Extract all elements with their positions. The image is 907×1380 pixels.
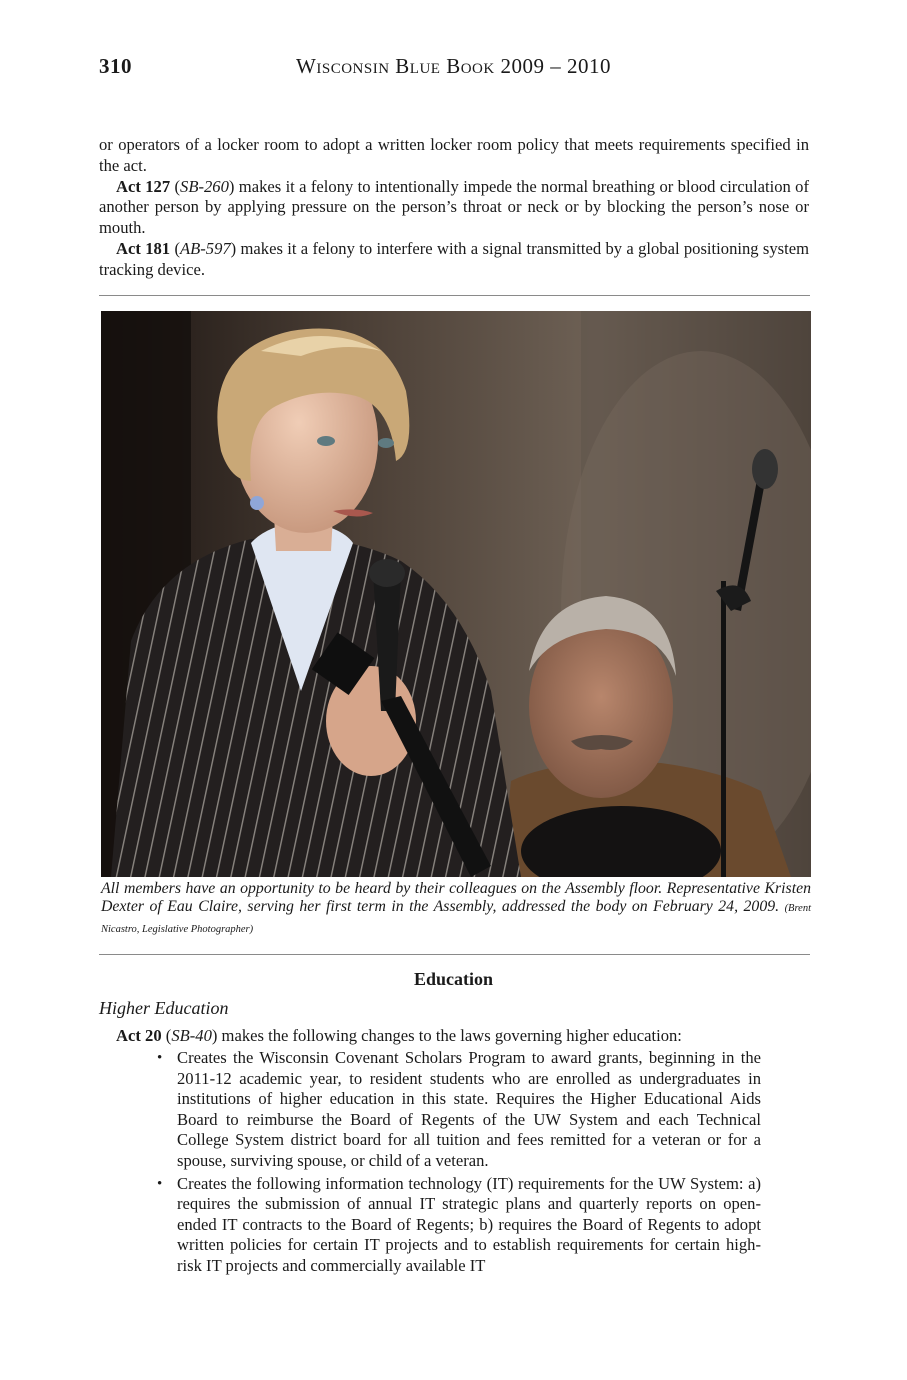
top-text-block bbox=[99, 135, 809, 281]
paragraph-act-20 bbox=[116, 1026, 806, 1047]
divider-top bbox=[99, 295, 810, 296]
act-20-open: ( bbox=[161, 1026, 172, 1045]
paragraph-act-181 bbox=[99, 239, 809, 281]
assembly-photo bbox=[101, 311, 811, 877]
paragraph-locker-room: or operators of a locker room to adopt a written locker room policy that meets requirements specified in the act. bbox=[99, 135, 809, 175]
sub-heading: Higher Education bbox=[99, 998, 229, 1018]
act-127-text: ) makes it a felony to intentionally impede the normal breathing or blood circulation of another person by applying pressure on the person’s throat or neck or by blocking the person’s nose or mouth. bbox=[99, 176, 809, 238]
act-20-label: Act 20 bbox=[116, 1026, 162, 1045]
bullet-text: Creates the Wisconsin Covenant Scholars Program to award grants, beginning in the 2011-12 academic year, to resident students who are enrolled as undergraduates in institutions of higher education in this state. Requires the Higher Educational Aids Board to reimburse the Board of Regents of the UW System and each Technical College System district board for all tuition and fees remitted for a veteran or for a spouse, surviving spouse, or child of a veteran. bbox=[177, 1048, 761, 1170]
section-heading: Education bbox=[413, 969, 494, 989]
list-item bbox=[155, 1174, 761, 1277]
caption-text: All members have an opportunity to be heard by their colleagues on the Assembly floor. Representative Kristen Dexter of Eau Claire, serving her first term in the Assembly, addressed the body on February 24, 2009. bbox=[101, 880, 811, 916]
act-127-bill: SB-260 bbox=[180, 176, 229, 196]
act-181-open: ( bbox=[170, 238, 180, 258]
paragraph-act-127 bbox=[99, 177, 809, 239]
act-181-label: Act 181 bbox=[116, 238, 171, 258]
list-item bbox=[155, 1048, 761, 1172]
running-head: Wisconsin Blue Book 2009 – 2010 bbox=[296, 54, 611, 78]
act-20-bullet-list bbox=[155, 1048, 761, 1279]
photo-illustration bbox=[101, 311, 811, 877]
act-181-bill: AB-597 bbox=[179, 238, 231, 258]
page-number: 310 bbox=[99, 54, 132, 78]
divider-bottom bbox=[99, 954, 810, 955]
bullet-glyph: • bbox=[157, 1050, 163, 1066]
act-20-text: ) makes the following changes to the laws governing higher education: bbox=[211, 1026, 682, 1045]
caption-credit: (Brent Nicastro, Legislative Photographer) bbox=[101, 903, 811, 935]
bullet-text: Creates the following information technology (IT) requirements for the UW System: a) requires the submission of annual IT strategic plans and quarterly reports on open-ended IT contracts to the Board of Regents; b) requires the Board of Regents to adopt written policies for certain IT projects and to establish requirements for certain high-risk IT projects and commercially available IT bbox=[177, 1173, 761, 1275]
act-127-open: ( bbox=[170, 176, 181, 196]
photo-caption bbox=[101, 880, 811, 939]
bullet-glyph: • bbox=[157, 1175, 163, 1192]
act-20-bill: SB-40 bbox=[171, 1026, 212, 1045]
act-181-text: ) makes it a felony to interfere with a signal transmitted by a global positioning system tracking device. bbox=[99, 238, 809, 279]
act-127-label: Act 127 bbox=[116, 176, 171, 196]
